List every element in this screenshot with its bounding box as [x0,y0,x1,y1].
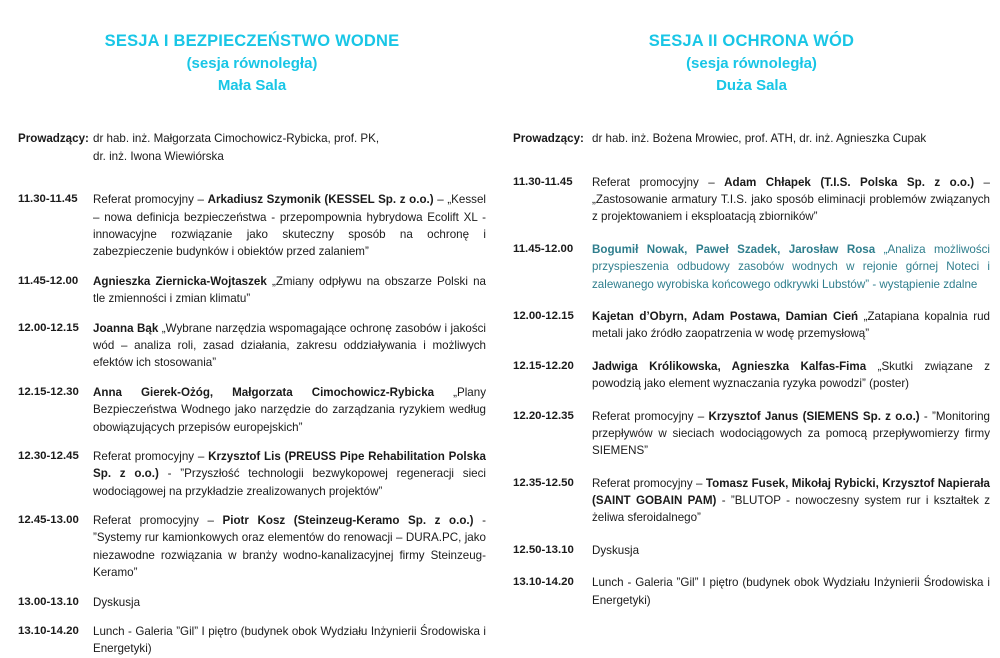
schedule-row [18,448,486,500]
schedule-row [18,512,486,582]
schedule-row [513,475,990,527]
schedule-description [592,475,990,527]
schedule-time: 12.35-12.50 [513,476,574,489]
entry-text: „Plany Bezpieczeństwa Wodnego jako narzędzie do zarządzania ryzykiem według obowiązujących przepisów europejskich” [93,385,486,434]
schedule-time: 12.00-12.15 [513,309,574,322]
schedule-row [18,623,486,658]
entry-text: Lunch - Galeria ”Gil” I piętro (budynek obok Wydziału Inżynierii Środowiska i Energetyki) [592,576,990,607]
schedule-row [18,384,486,436]
chair-name: dr hab. inż. Bożena Mrowiec, prof. ATH, dr. inż. Agnieszka Cupak [592,132,927,146]
entry-text: - ”Monitoring przepływów w sieciach wodociągowych za pomocą przepływomierzy firmy SIEMENS” [592,409,990,458]
schedule-time: 12.20-12.35 [513,409,574,422]
session-room: Duża Sala [716,76,787,94]
session-heading-2 [513,30,990,96]
schedule-time: 12.15-12.20 [513,359,574,372]
chairs-label: Prowadzący: [18,132,89,146]
speaker-name: Adam Chłapek (T.I.S. Polska Sp. z o.o.) [724,175,975,189]
schedule-description [592,308,990,343]
chair-name: dr. inż. Iwona Wiewiórska [93,149,224,163]
schedule-time: 13.10-14.20 [513,576,574,589]
schedule-description [93,191,486,261]
session-title: SESJA II OCHRONA WÓD [648,32,855,50]
speaker-name: Agnieszka Ziernicka-Wojtaszek [93,274,267,288]
entry-text: Referat promocyjny – [592,409,709,423]
schedule-time: 12.50-13.10 [513,543,574,556]
schedule-row [513,542,990,559]
schedule-time: 13.10-14.20 [18,625,79,638]
chairs-names [93,130,486,165]
entry-text: - ”Przyszłość technologii bezwykopowej regeneracji sieci wodociągowej na przykładzie zrealizowanych projektów” [93,467,486,498]
schedule-time: 11.30-11.45 [18,193,78,206]
schedule-list-1 [18,191,486,658]
schedule-description [93,594,486,611]
session-chairs-1 [18,130,486,165]
speaker-name: Krzysztof Lis (PREUSS Pipe Rehabilitation Polska Sp. z o.o.) [93,449,486,481]
session-heading-1 [18,30,486,96]
schedule-description [592,408,990,460]
schedule-time: 13.00-13.10 [18,595,79,608]
schedule-row [18,191,486,261]
speaker-name: Joanna Bąk [93,321,159,335]
schedule-time: 11.45-12.00 [513,242,574,255]
speaker-name: Anna Gierek-Ożóg, Małgorzata Cimochowicz-Rybicka [93,385,435,399]
speaker-name: Piotr Kosz (Steinzeug-Keramo Sp. z o.o.) [222,514,474,528]
entry-text: Referat promocyjny – [93,449,209,463]
chairs-names [592,130,990,148]
entry-text: Referat promocyjny – [592,476,706,490]
entry-text: „Analiza możliwości przyspieszenia odbudowy zasobów wodnych w rejonie górnej Noteci i zalewanego wyrobiska końcowego odkrywki Lubstów” - wystąpienie zdalne [592,242,990,291]
schedule-description [93,320,486,372]
schedule-time: 12.00-12.15 [18,321,79,334]
session-column-2 [500,0,1000,607]
schedule-time: 11.30-11.45 [513,175,573,188]
schedule-description [93,623,486,658]
schedule-description [93,512,486,582]
entry-text: – „Kessel – nowa definicja bezpieczeństwa - przepompownia hybrydowa Ecolift XL - innowacyjne rozwiązanie jako skuteczny sposób na ochronę i zabezpieczenie budynków i obiektów przed zalaniem” [93,193,486,259]
session-subtitle: (sesja równoległa) [686,55,817,73]
entry-text: Referat promocyjny – [93,193,208,207]
chair-name: dr hab. inż. Małgorzata Cimochowicz-Rybicka, prof. PK, [93,132,380,146]
schedule-time: 12.15-12.30 [18,385,79,398]
schedule-time: 12.30-12.45 [18,449,79,462]
schedule-row [18,320,486,372]
speaker-name: Bogumił Nowak, Paweł Szadek, Jarosław Rosa [592,242,876,256]
entry-text: Referat promocyjny – [592,175,725,189]
entry-text: „Zatapiana kopalnia rud metali jako źródło zaopatrzenia w wodę przemysłową” [592,309,990,341]
chairs-label: Prowadzący: [513,132,584,146]
entry-text: - ”Systemy rur kamionkowych oraz elementów do renowacji – DURA.PC, jako niezawodne rozwiązania w branży wodno-kanalizacyjnej firmy Steinzeug-Keramo” [93,514,486,580]
schedule-row [513,574,990,609]
entry-text: – „Zastosowanie armatury T.I.S. jako sposób eliminacji problemów związanych z projektowaniem i eksploatacją zbiorników” [592,175,990,224]
speaker-name: Kajetan d’Obyrn, Adam Postawa, Damian Cień [592,309,859,323]
entry-text: Dyskusja [592,543,640,557]
schedule-description [592,574,990,609]
schedule-row [18,273,486,308]
schedule-row [513,308,990,343]
session-room: Mała Sala [217,76,287,94]
schedule-description [93,448,486,500]
session-title: SESJA I BEZPIECZEŃSTWO WODNE [104,32,400,50]
schedule-time: 12.45-13.00 [18,514,79,527]
schedule-description [93,384,486,436]
entry-text: - ”BLUTOP - nowoczesny system rur i kształtek z żeliwa sferoidalnego” [592,494,990,525]
speaker-name: Jadwiga Królikowska, Agnieszka Kalfas-Fima [592,359,867,373]
session-column-1 [0,0,500,656]
schedule-row [513,408,990,460]
schedule-list-2 [513,174,990,609]
entry-text: „Skutki związane z powodzią jako element wyznaczania ryzyka powodzi” (poster) [592,359,990,391]
speaker-name: Arkadiusz Szymonik (KESSEL Sp. z o.o.) [207,193,434,207]
entry-text: Referat promocyjny – [93,514,223,528]
schedule-row [18,594,486,611]
speaker-name: Tomasz Fusek, Mikołaj Rybicki, Krzysztof Napierała (SAINT GOBAIN PAM) [592,476,990,508]
session-subtitle: (sesja równoległa) [186,55,318,73]
entry-text: „Wybrane narzędzia wspomagające ochronę zasobów i jakości wód – analiza roli, zasad działania, zakresu oddziaływania i możliwych efektów ich stosowania” [93,321,486,370]
schedule-description [592,358,990,393]
schedule-row [513,174,990,226]
entry-text: Lunch - Galeria ”Gil” I piętro (budynek obok Wydziału Inżynierii Środowiska i Energetyki) [93,625,486,656]
schedule-row [513,358,990,393]
session-chairs-2 [513,130,990,148]
entry-text: „Zmiany odpływu na obszarze Polski na tle zmienności i zmian klimatu” [93,274,486,306]
schedule-description [592,174,990,226]
speaker-name: Krzysztof Janus (SIEMENS Sp. z o.o.) [708,409,920,423]
schedule-time: 11.45-12.00 [18,274,79,287]
schedule-description [592,241,990,293]
schedule-description [592,542,990,559]
schedule-description [93,273,486,308]
entry-text: Dyskusja [93,595,141,609]
schedule-row [513,241,990,293]
